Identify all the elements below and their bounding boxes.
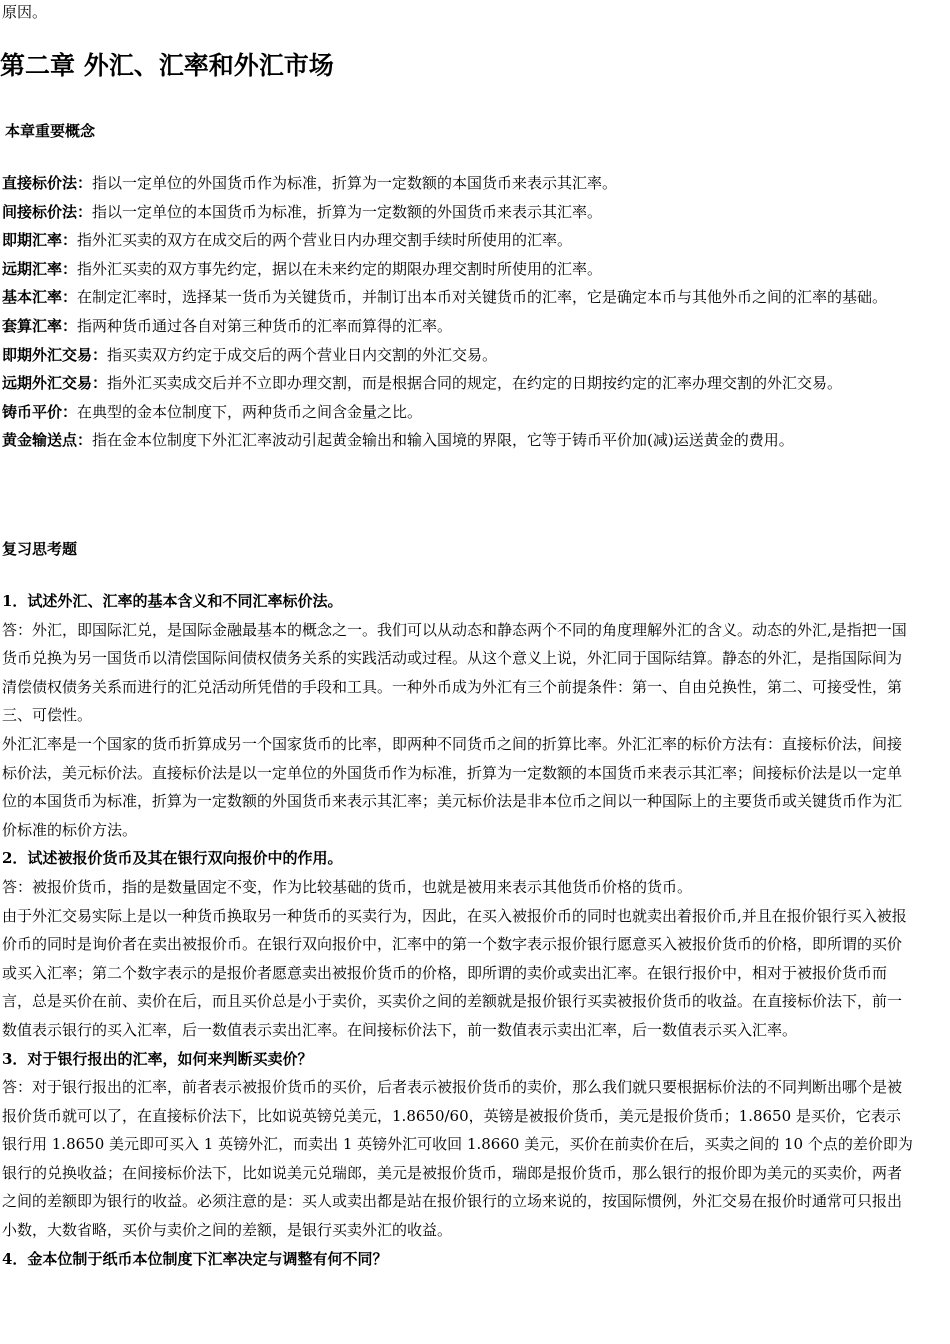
- answer-paragraph: 答：被报价货币，指的是数量固定不变，作为比较基础的货币，也就是被用来表示其他货币价格的货币。: [2, 877, 693, 896]
- concept-item: [2, 283, 912, 312]
- concept-item: [2, 426, 912, 455]
- question-title: 3．对于银行报出的汇率，如何来判断买卖价？: [2, 1049, 313, 1068]
- answer-paragraph: 答：对于银行报出的汇率，前者表示被报价货币的买价，后者表示被报价货币的卖价，那么我们就只要根据标价法的不同判断出哪个是被报价货币就可以了，在直接标价法下，比如说英镑兑美元，1.8650/60，英镑是被报价货币，美元是报价货币；1.8650 是买价，它表示银行用 1.8650 美元即可买入 1 英镑外汇，而卖出 1 英镑外汇可收回 1.8660 美元，买价在前卖价在后，买卖之间的 10 个点的差价即为银行的兑换收益；在间接标价法下，比如说美元兑瑞郎，美元是被报价货币，瑞郎是报价货币，那么银行的报价即为美元的买卖价，两者之间的差额即为银行的收益。必须注意的是：买人或卖出都是站在报价银行的立场来说的，按国际惯例，外汇交易在报价时通常可只报出小数，大数省略，买价与卖价之间的差额，是银行买卖外汇的收益。: [2, 1078, 913, 1240]
- concept-term: 直接标价法：: [2, 174, 93, 192]
- question-title: 1．试述外汇、汇率的基本含义和不同汇率标价法。: [2, 592, 343, 610]
- concept-term: 铸币平价：: [2, 402, 78, 421]
- concept-item: [2, 169, 912, 198]
- concept-item: [2, 198, 912, 227]
- concept-term: 黄金输送点：: [2, 431, 93, 450]
- concept-definition: 指两种货币通过各自对第三种货币的汇率而算得的汇率。: [77, 316, 453, 335]
- chapter-title: 第二章 外汇、汇率和外汇市场: [0, 51, 334, 80]
- concepts-heading: 本章重要概念: [5, 122, 96, 140]
- answer-paragraph: 由于外汇交易实际上是以一种货币换取另一种货币的买卖行为，因此，在买入被报价币的同时也就卖出着报价币,并且在报价银行买入被报价币的同时是询价者在卖出被报价币。在银行双向报价中，汇率中的第一个数字表示报价银行愿意买入被报价货币的价格，即所谓的买价或买入汇率；第二个数字表示的是报价者愿意卖出被报价货币的价格，即所谓的卖价或卖出汇率。在银行报价中，相对于被报价货币而言，总是买价在前、卖价在后，而且买价总是小于卖价，买卖价之间的差额就是报价银行买卖被报价货币的收益。在直接标价法下，前一数值表示银行的买入汇率，后一数值表示卖出汇率。在间接标价法下，前一数值表示卖出汇率，后一数值表示买入汇率。: [2, 906, 907, 1039]
- question-item: [2, 844, 914, 1044]
- concept-term: 即期汇率：: [2, 231, 78, 250]
- concept-item: [2, 398, 912, 427]
- concept-definition: 指外汇买卖的双方在成交后的两个营业日内办理交割手续时所使用的汇率。: [77, 231, 573, 250]
- question-title: 2．试述被报价货币及其在银行双向报价中的作用。: [2, 849, 343, 868]
- question-item: [2, 1245, 914, 1274]
- concept-definition: 在制定汇率时，选择某一货币为关键货币，并制订出本币对关键货币的汇率，它是确定本币与其他外币之间的汇率的基础。: [77, 288, 888, 307]
- concept-definition: 指外汇买卖的双方事先约定，据以在未来约定的期限办理交割时所使用的汇率。: [77, 259, 603, 278]
- concept-term: 间接标价法：: [2, 202, 93, 221]
- concepts-list: [2, 169, 912, 455]
- review-heading: 复习思考题: [2, 540, 78, 558]
- questions-list: [2, 587, 914, 1273]
- question-item: [2, 1045, 914, 1245]
- concept-term: 套算汇率：: [2, 316, 78, 335]
- concept-definition: 指以一定单位的本国货币为标准，折算为一定数额的外国货币来表示其汇率。: [92, 202, 603, 221]
- concept-term: 即期外汇交易：: [2, 345, 108, 364]
- concept-definition: 指买卖双方约定于成交后的两个营业日内交割的外汇交易。: [107, 345, 498, 364]
- intro-line: 原因。: [2, 3, 48, 21]
- question-item: [2, 587, 914, 844]
- concept-item: [2, 226, 912, 255]
- concept-item: [2, 369, 912, 398]
- concept-term: 远期汇率：: [2, 259, 78, 278]
- concept-term: 基本汇率：: [2, 288, 78, 307]
- answer-paragraph: 外汇汇率是一个国家的货币折算成另一个国家货币的比率，即两种不同货币之间的折算比率。外汇汇率的标价方法有：直接标价法，间接标价法，美元标价法。直接标价法是以一定单位的外国货币作为标准，折算为一定数额的本国货币来表示其汇率；间接标价法是以一定单位的本国货币为标准，折算为一定数额的外国货币来表示其汇率；美元标价法是非本位币之间以一种国际上的主要货币或关键货币作为汇价标准的标价方法。: [2, 734, 903, 839]
- concept-term: 远期外汇交易：: [2, 374, 108, 393]
- concept-definition: 指在金本位制度下外汇汇率波动引起黄金输出和输入国境的界限，它等于铸币平价加(减)运送黄金的费用。: [92, 431, 794, 450]
- concept-definition: 指外汇买卖成交后并不立即办理交割，而是根据合同的规定，在约定的日期按约定的汇率办理交割的外汇交易。: [107, 374, 843, 393]
- answer-paragraph: 答：外汇，即国际汇兑，是国际金融最基本的概念之一。我们可以从动态和静态两个不同的角度理解外汇的含义。动态的外汇,是指把一国货币兑换为另一国货币以清偿国际间债权债务关系的实践活动或过程。从这个意义上说，外汇同于国际结算。静态的外汇，是指国际间为清偿债权债务关系而进行的汇兑活动所凭借的手段和工具。一种外币成为外汇有三个前提条件：第一、自由兑换性，第二、可接受性，第三、可偿性。: [2, 620, 907, 725]
- concept-definition: 指以一定单位的外国货币作为标准，折算为一定数额的本国货币来表示其汇率。: [92, 174, 618, 192]
- concept-definition: 在典型的金本位制度下，两种货币之间含金量之比。: [77, 402, 423, 421]
- question-title: 4．金本位制于纸币本位制度下汇率决定与调整有何不同？: [2, 1249, 388, 1268]
- concept-item: [2, 341, 912, 370]
- concept-item: [2, 312, 912, 341]
- concept-item: [2, 255, 912, 284]
